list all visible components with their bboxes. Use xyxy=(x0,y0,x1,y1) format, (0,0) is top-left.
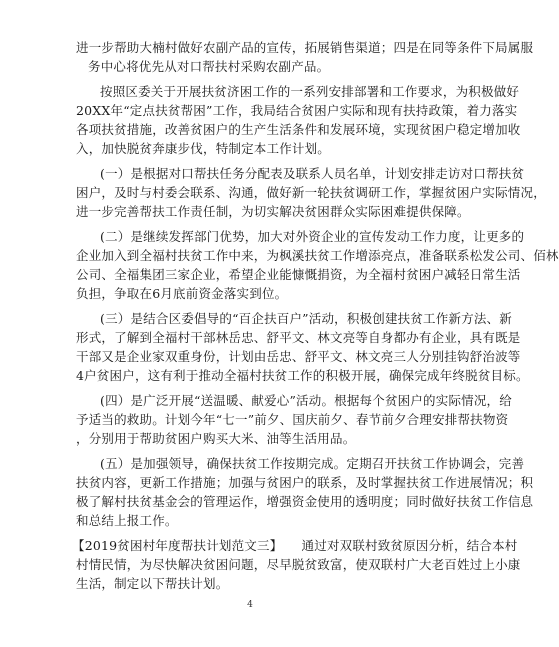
text-line: 形式，了解到全福村干部林岳忠、舒平文、林文亮等自身都办有企业，具有既是 xyxy=(76,330,521,345)
text-line: 公司、全福集团三家企业，希望企业能慷慨捐资，为全福村贫困户减轻日常生活 xyxy=(76,267,521,282)
text-line: 20XX年“定点扶贫帮困”工作，我局结合贫困户实际和现有扶持政策，着力落实 xyxy=(76,103,518,118)
paragraph-item-4 xyxy=(76,391,512,448)
text-line: 扶贫内容，更新工作措施；加强与贫困户的联系，及时掌握扶贫工作进展情况；积 xyxy=(76,475,534,490)
paragraph-item-2 xyxy=(76,227,559,303)
text-line: 和总结上报工作。 xyxy=(76,513,178,528)
text-line: 进一步完善帮扶工作责任制，为切实解决贫困群众实际困难提供保障。 xyxy=(76,204,470,219)
text-line: 困户，及时与村委会联系、沟通，做好新一轮扶贫调研工作，掌握贫困户实际情况， xyxy=(76,185,546,200)
text-line: 企业加入到全福村扶贫工作中来，为枫溪扶贫工作增添亮点，准备联系松发公司、佰林 xyxy=(76,248,559,263)
text-line: 4户贫困户，这有利于推动全福村扶贫工作的积极开展，确保完成年终脱贫目标。 xyxy=(76,368,529,383)
text-line: (五）是加强领导，确保扶贫工作按期完成。定期召开扶贫工作协调会，完善 xyxy=(100,456,525,471)
text-line: (三）是结合区委倡导的“百企扶百户”活动，积极创建扶贫工作新方法、新 xyxy=(100,311,512,326)
document-body xyxy=(72,38,559,593)
text-line: 极了解村扶贫基金会的管理运作，增强资金使用的透明度；同时做好扶贫工作信息 xyxy=(76,494,534,509)
text-line: 予适当的救助。计划今年“七一”前夕、国庆前夕、春节前夕合理安排帮扶物资 xyxy=(76,412,509,427)
paragraph-section-3 xyxy=(72,536,521,593)
text-line: 入，加快脱贫奔康步伐，特制定本工作计划。 xyxy=(76,141,331,156)
text-line: 【2019贫困村年度帮扶计划范文三】 通过对双联村致贫原因分析，结合本村 xyxy=(72,538,518,553)
paragraph-item-5 xyxy=(76,454,534,530)
text-line: 按照区委关于开展扶贫济困工作的一系列安排部署和工作要求，为积极做好 xyxy=(100,84,520,99)
page-number: 4 xyxy=(247,600,253,610)
text-line: 村情民情，为尽快解决贫困问题，尽早脱贫致富，使双联村广大老百姓过上小康 xyxy=(76,557,521,572)
text-line: 干部又是企业家双重身份，计划由岳忠、舒平文、林文亮三人分别挂钩舒治波等 xyxy=(76,349,521,364)
text-line: 负担，争取在6月底前资金落实到位。 xyxy=(76,286,288,301)
text-line: ，分别用于帮助贫困户购买大米、油等生活用品。 xyxy=(76,431,356,446)
paragraph-item-1 xyxy=(76,164,546,221)
text-line: 务中心将优先从对口帮扶村采购农副产品。 xyxy=(88,59,330,74)
text-line: 进一步帮助大楠村做好农副产品的宣传，拓展销售渠道；四是在同等条件下局属服 xyxy=(76,40,534,55)
paragraph-item-3 xyxy=(76,309,529,385)
text-line: 各项扶贫措施，改善贫困户的生产生活条件和发展环境，实现贫困户稳定增加收 xyxy=(76,122,521,137)
text-line: (四）是广泛开展“送温暖、献爱心”活动。根据每个贫困户的实际情况，给 xyxy=(100,393,512,408)
paragraph-intro-continued xyxy=(76,38,534,76)
text-line: (二）是继续发挥部门优势，加大对外资企业的宣传发动工作力度，让更多的 xyxy=(100,229,525,244)
text-line: 生活，制定以下帮扶计划。 xyxy=(76,576,229,591)
text-line: (一）是根据对口帮扶任务分配表及联系人员名单，计划安排走访对口帮扶贫 xyxy=(100,166,525,181)
paragraph-plan-overview xyxy=(76,82,521,158)
